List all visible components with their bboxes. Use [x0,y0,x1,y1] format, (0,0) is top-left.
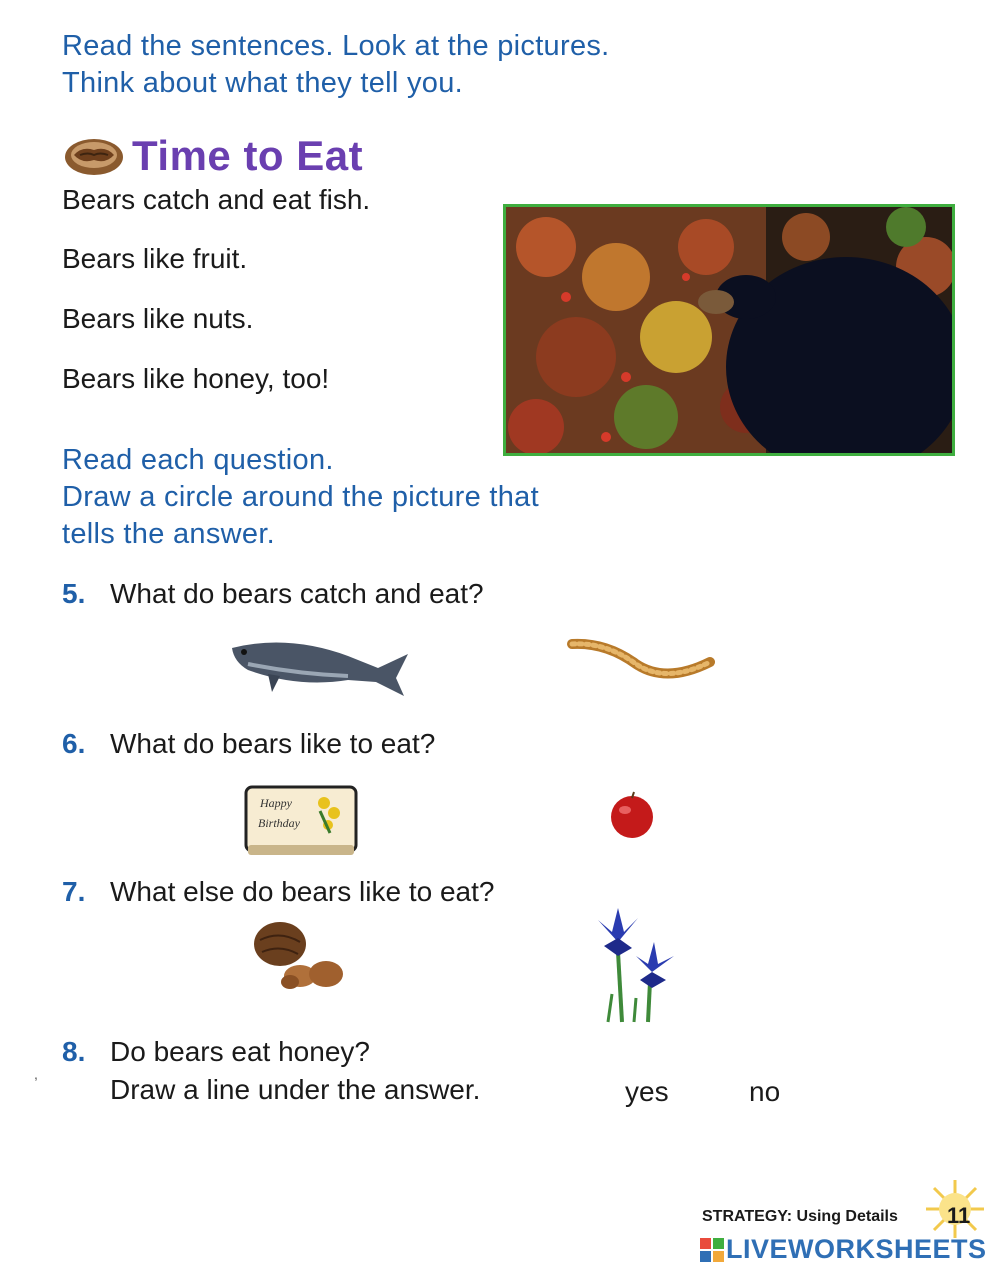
question-text: What else do bears like to eat? [110,876,495,907]
apple-icon [607,790,657,840]
instruction-line: tells the answer. [62,518,276,550]
choice-iris[interactable] [578,902,682,1031]
walnut-icon [62,132,126,180]
birthday-cake-icon [244,783,358,857]
question-text: Do bears eat honey? [110,1036,370,1067]
choice-fish[interactable] [228,630,413,705]
answer-yes[interactable]: yes [625,1076,669,1107]
question-number: 5. [62,578,86,609]
instruction-line: Read the sentences. Look at the pictures. [62,30,610,62]
answer-no[interactable]: no [749,1076,781,1107]
story-title: Time to Eat [132,132,364,179]
story-sentence: Bears like fruit. [62,243,248,274]
question-number: 8. [62,1036,86,1067]
question-text: What do bears catch and eat? [110,578,484,609]
iris-flower-icon [578,902,682,1026]
liveworksheets-logo-icon [700,1238,724,1262]
choice-cake[interactable] [244,783,358,862]
story-title-row [62,126,363,186]
choice-walnuts[interactable] [250,920,350,999]
question-8 [62,1036,370,1068]
brand-logo [700,1234,987,1265]
question-number: 7. [62,876,86,907]
strategy-label: STRATEGY: Using Details [702,1208,898,1225]
cake-text: Birthday [258,816,300,830]
fish-icon [228,630,413,700]
question-number: 6. [62,728,86,759]
cake-text: Happy [260,796,292,810]
page-number: 11 [947,1203,971,1228]
instructions-mid [62,442,539,553]
worm-icon [566,634,716,690]
question-subtext: Draw a line under the answer. [110,1074,481,1105]
story-sentence: Bears like honey, too! [62,363,330,394]
instructions-top [62,28,610,102]
question-7 [62,876,494,908]
choice-worm[interactable] [566,634,716,695]
bear-in-bushes-image [506,207,952,453]
instruction-line: Draw a circle around the picture that [62,481,539,513]
bear-photo [503,204,955,456]
instruction-line: Think about what they tell you. [62,67,464,99]
story-sentence: Bears catch and eat fish. [62,184,371,215]
instruction-line: Read each question. [62,444,334,476]
question-text: What do bears like to eat? [110,728,436,759]
brand-name: LIVEWORKSHEETS [726,1234,987,1264]
story-sentence: Bears like nuts. [62,303,254,334]
question-5 [62,578,484,610]
choice-apple[interactable] [607,790,657,845]
question-6 [62,728,435,760]
walnuts-icon [250,920,350,994]
stray-mark: , [34,1066,38,1082]
